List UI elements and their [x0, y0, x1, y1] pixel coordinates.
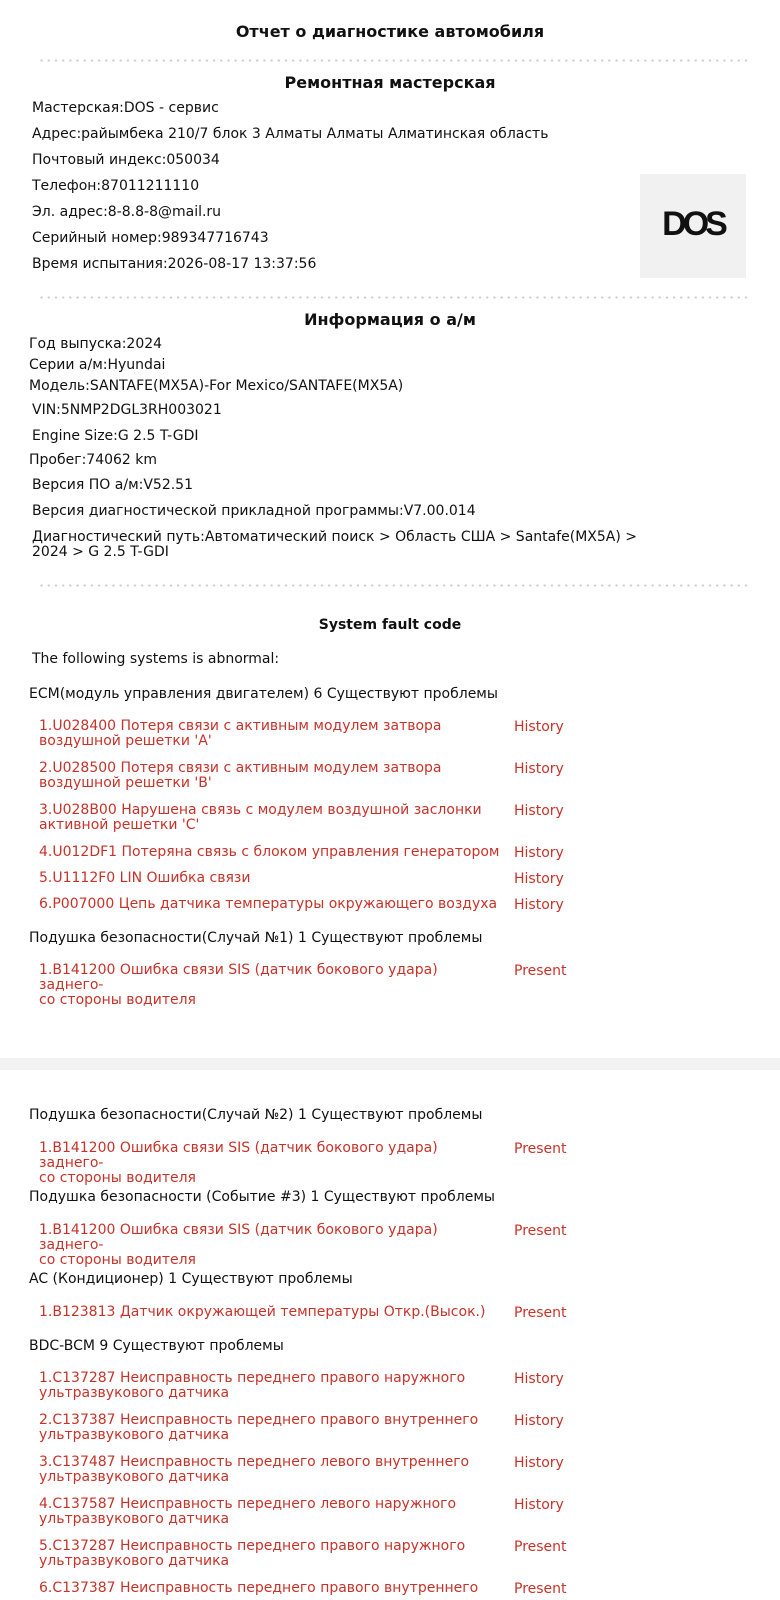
fault-code: 2.U028500 Потеря связи с активным модулем затвора воздушной решетки 'B' [39, 760, 442, 791]
fault-code: 1.C137287 Неисправность переднего правого наружного ультразвукового датчика [39, 1370, 466, 1401]
fault-code: 6.P007000 Цепь датчика температуры окружающего воздуха [39, 896, 498, 912]
workshop-address: Адрес:райымбека 210/7 блок 3 Алматы Алматы Алматинская область [32, 126, 549, 142]
fault-intro: The following systems is abnormal: [32, 651, 280, 667]
page-gap [0, 1058, 780, 1070]
workshop-name: Мастерская:DOS - сервис [32, 100, 219, 116]
workshop-test-time: Время испытания:2026-08-17 13:37:56 [32, 256, 317, 272]
workshop-email: Эл. адрес:8-8.8-8@mail.ru [32, 204, 222, 220]
fault-code: 3.C137487 Неисправность переднего левого внутреннего ультразвукового датчика [39, 1454, 470, 1485]
fault-code: 1.B141200 Ошибка связи SIS (датчик бокового удара) заднего- со стороны водителя [39, 962, 438, 1008]
vehicle-mileage: Пробег:74062 km [29, 452, 158, 468]
fault-code: 5.U1112F0 LIN Ошибка связи [39, 870, 251, 886]
vehicle-model: Модель:SANTAFE(MX5A)-For Mexico/SANTAFE(MX5A) [29, 378, 404, 394]
report-title: Отчет о диагностике автомобиля [235, 22, 545, 41]
status-badge: Present [514, 1141, 567, 1157]
group-header-ac: AC (Кондиционер) 1 Существуют проблемы [29, 1271, 353, 1287]
fault-code: 1.B141200 Ошибка связи SIS (датчик бокового удара) заднего- со стороны водителя [39, 1222, 438, 1268]
vehicle-app-version: Версия диагностической прикладной программы:V7.00.014 [32, 503, 476, 519]
workshop-serial: Серийный номер:989347716743 [32, 230, 269, 246]
fault-code: 2.C137387 Неисправность переднего правого внутреннего ультразвукового датчика [39, 1412, 479, 1443]
divider [38, 59, 748, 62]
fault-code: 5.C137287 Неисправность переднего правого наружного ультразвукового датчика [39, 1538, 466, 1569]
group-header-bdc-bcm: BDC-BCM 9 Существуют проблемы [29, 1338, 284, 1354]
group-header-ecm: ECM(модуль управления двигателем) 6 Существуют проблемы [29, 686, 498, 702]
fault-code: 6.C137387 Неисправность переднего правого внутреннего [39, 1580, 479, 1596]
divider [38, 584, 748, 587]
vehicle-software: Версия ПО а/м:V52.51 [32, 477, 193, 493]
fault-code: 1.B123813 Датчик окружающей температуры Откр.(Высок.) [39, 1304, 486, 1320]
vehicle-series: Серии а/м:Hyundai [29, 357, 166, 373]
status-badge: History [514, 1497, 564, 1513]
fault-title: System fault code [318, 617, 462, 633]
status-badge: History [514, 897, 564, 913]
fault-code: 1.B141200 Ошибка связи SIS (датчик бокового удара) заднего- со стороны водителя [39, 1140, 438, 1186]
fault-code: 4.C137587 Неисправность переднего левого наружного ультразвукового датчика [39, 1496, 457, 1527]
status-badge: History [514, 871, 564, 887]
status-badge: History [514, 719, 564, 735]
diag-path-line1: Диагностический путь:Автоматический поиск > Область США > Santafe(MX5A) > [32, 529, 638, 545]
status-badge: Present [514, 1539, 567, 1555]
vehicle-year: Год выпуска:2024 [29, 336, 163, 352]
status-badge: History [514, 1371, 564, 1387]
status-badge: History [514, 1455, 564, 1471]
group-header-airbag-3: Подушка безопасности (Событие #3) 1 Существуют проблемы [29, 1189, 495, 1205]
fault-code: 1.U028400 Потеря связи с активным модулем затвора воздушной решетки 'A' [39, 718, 442, 749]
workshop-title: Ремонтная мастерская [284, 73, 496, 92]
status-badge: History [514, 1413, 564, 1429]
workshop-postcode: Почтовый индекс:050034 [32, 152, 220, 168]
workshop-phone: Телефон:87011211110 [32, 178, 200, 194]
status-badge: Present [514, 1223, 567, 1239]
diag-path-line2: 2024 > G 2.5 T-GDI [32, 544, 169, 560]
vehicle-title: Информация о а/м [304, 310, 476, 329]
vehicle-engine: Engine Size:G 2.5 T-GDI [32, 428, 199, 444]
group-header-airbag-2: Подушка безопасности(Случай №2) 1 Существуют проблемы [29, 1107, 483, 1123]
fault-code: 4.U012DF1 Потеряна связь с блоком управления генератором [39, 844, 500, 860]
status-badge: Present [514, 1581, 567, 1597]
status-badge: Present [514, 1305, 567, 1321]
status-badge: History [514, 845, 564, 861]
group-header-airbag-1: Подушка безопасности(Случай №1) 1 Существуют проблемы [29, 930, 483, 946]
fault-code: 3.U028B00 Нарушена связь с модулем воздушной заслонки активной решетки 'C' [39, 802, 482, 833]
status-badge: History [514, 803, 564, 819]
divider [38, 296, 748, 299]
dos-logo: DOS [662, 205, 724, 243]
status-badge: History [514, 761, 564, 777]
status-badge: Present [514, 963, 567, 979]
vehicle-diag-path [32, 530, 637, 560]
vehicle-vin: VIN:5NMP2DGL3RH003021 [32, 402, 222, 418]
